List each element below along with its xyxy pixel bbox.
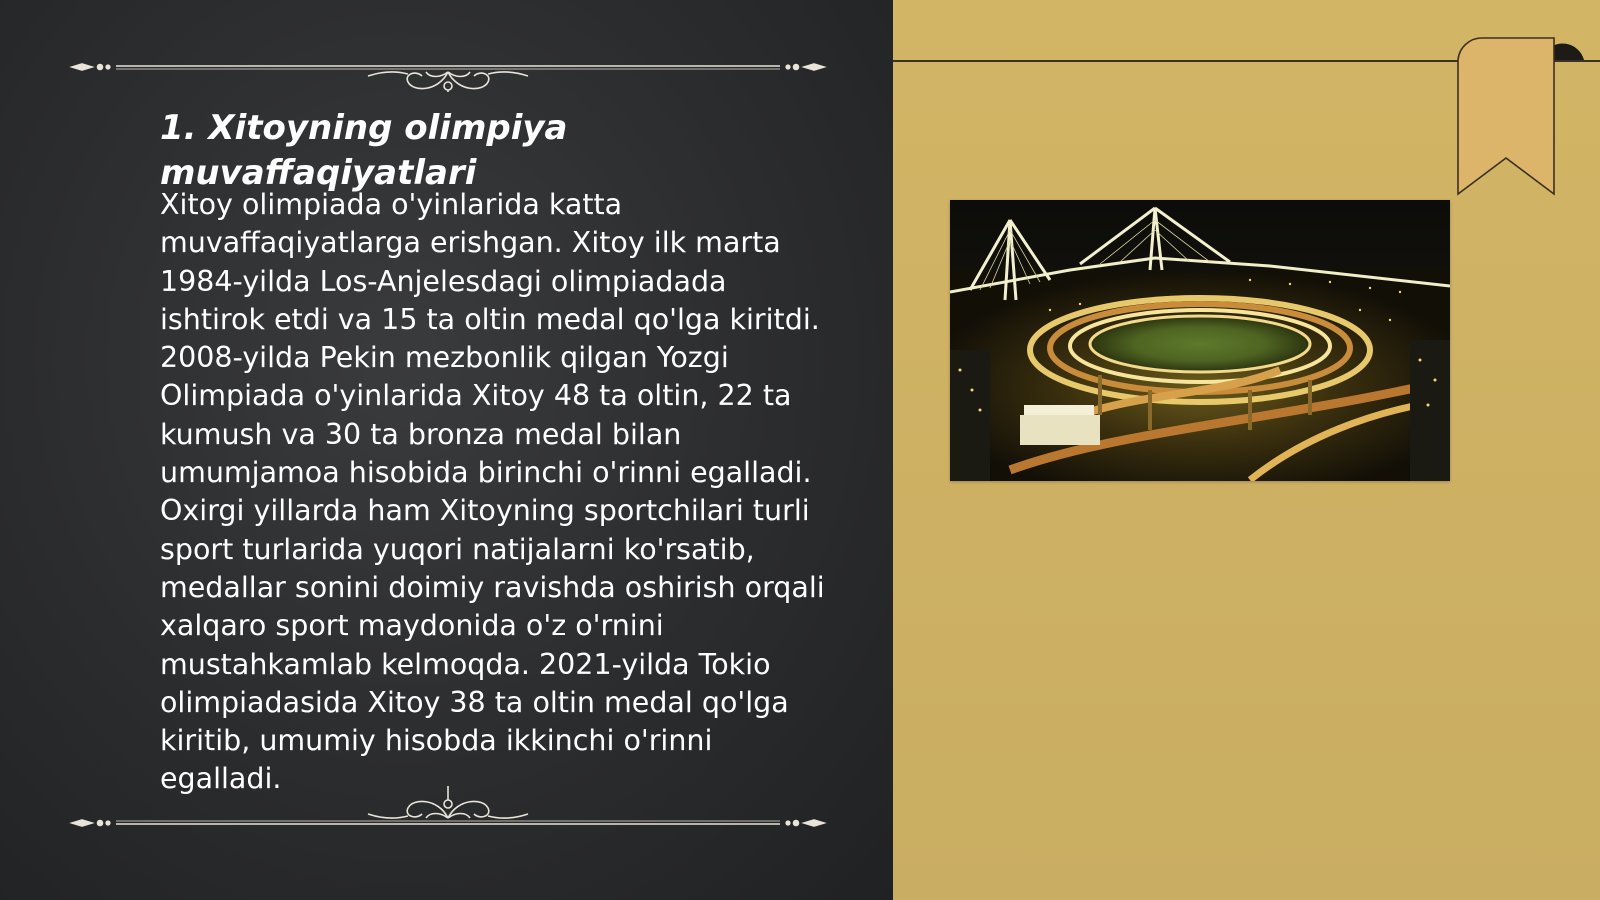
slide-title: 1. Xitoyning olimpiya muvaffaqiyatlari: [160, 108, 568, 193]
night-city-bridge-photo: [950, 200, 1450, 481]
top-ornament-icon: [68, 42, 828, 92]
ribbon-bookmark-icon: [1434, 34, 1594, 204]
bottom-ornament-icon: [68, 780, 828, 830]
slide-body-text: Xitoy olimpiada o'yinlarida katta muvaffaqiyatlarga erishgan. Xitoy ilk marta 1984-yilda Los-Anjelesdagi olimpiadada ishtirok etdi va 15 ta oltin medal qo'lga kiritdi. 2008-yilda Pekin mezbonlik qilgan Yozgi Olimpiada o'yinlarida Xitoy 48 ta oltin, 22 ta kumush va 30 ta bronza medal bilan umumjamoa hisobida birinchi o'rinni egalladi. Oxirgi yillarda ham Xitoyning sportchilari turli sport turlarida yuqori natijalarni ko'rsatib, medallar sonini doimiy ravishda oshirish orqali xalqaro sport maydonida o'z o'rnini mustahkamlab kelmoqda. 2021-yilda Tokio olimpiadasida Xitoy 38 ta oltin medal qo'lga kiritib, umumiy hisobda ikkinchi o'rinni egalladi.: [160, 188, 825, 796]
